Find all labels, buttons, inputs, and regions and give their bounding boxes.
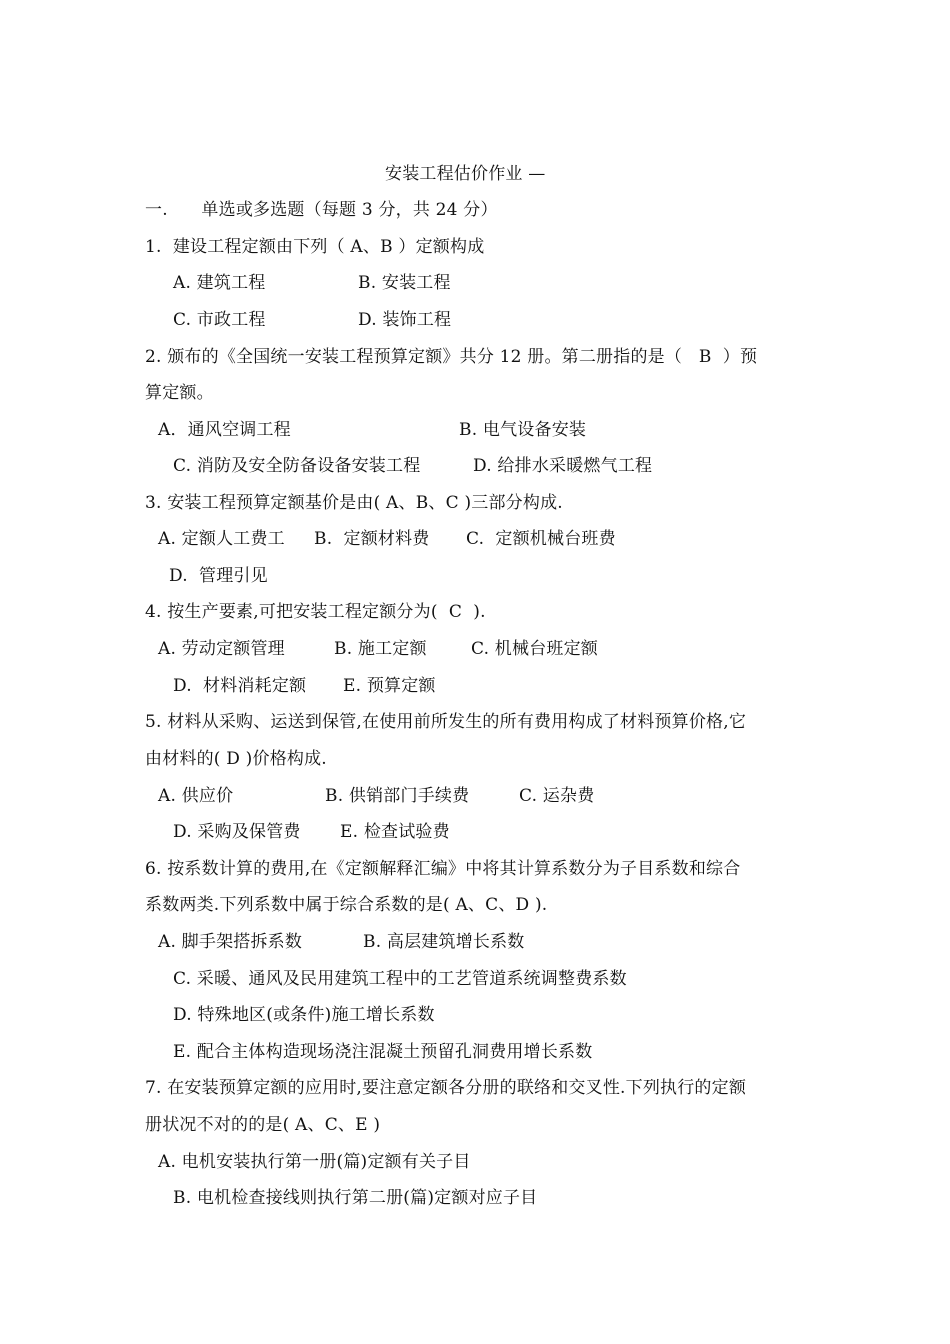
section-heading: 一. 单选或多选题（每题 3 分，共 24 分） — [145, 200, 498, 220]
q3-option-d: D. 管理引见 — [169, 566, 268, 586]
q6-option-b: B. 高层建筑增长系数 — [363, 932, 525, 952]
q3-option-c: C. 定额机械台班费 — [466, 529, 616, 549]
q4-option-d: D. 材料消耗定额 — [173, 676, 307, 696]
q1-option-b: B. 安装工程 — [358, 273, 451, 293]
q6-option-e: E. 配合主体构造现场浇注混凝土预留孔洞费用增长系数 — [173, 1042, 593, 1062]
q5-option-e: E. 检查试验费 — [340, 822, 450, 842]
question-6-stem-line-2: 系数两类.下列系数中属于综合系数的是( A、C、D ). — [145, 895, 548, 915]
q5-option-b: B. 供销部门手续费 — [325, 786, 470, 806]
question-1-stem: 1. 建设工程定额由下列（ A、B ）定额构成 — [145, 237, 485, 257]
q5-option-d: D. 采购及保管费 — [173, 822, 301, 842]
question-2-stem-line-2: 算定额。 — [145, 383, 214, 403]
q7-option-a: A. 电机安装执行第一册(篇)定额有关子目 — [158, 1152, 471, 1172]
question-6-stem-line-1: 6. 按系数计算的费用,在《定额解释汇编》中将其计算系数分为子目系数和综合 — [145, 859, 741, 879]
q1-option-c: C. 市政工程 — [173, 310, 266, 330]
q1-option-d: D. 装饰工程 — [358, 310, 452, 330]
question-5-stem-line-1: 5. 材料从采购、运送到保管,在使用前所发生的所有费用构成了材料预算价格,它 — [145, 712, 747, 732]
question-2-stem-line-1: 2. 颁布的《全国统一安装工程预算定额》共分 12 册。第二册指的是（ B ）预 — [145, 347, 758, 367]
q2-option-b: B. 电气设备安装 — [459, 420, 587, 440]
q2-option-d: D. 给排水采暖燃气工程 — [473, 456, 653, 476]
question-4-stem: 4. 按生产要素,可把安装工程定额分为( C ). — [145, 602, 486, 622]
q4-option-b: B. 施工定额 — [334, 639, 427, 659]
q2-option-a: A．通风空调工程 — [158, 420, 291, 440]
q6-option-d: D. 特殊地区(或条件)施工增长系数 — [173, 1005, 435, 1025]
q3-option-b: B. 定额材料费 — [314, 529, 430, 549]
question-3-stem: 3. 安装工程预算定额基价是由( A、B、C )三部分构成. — [145, 493, 563, 513]
q7-option-b: B. 电机检查接线则执行第二册(篇)定额对应子目 — [173, 1188, 538, 1208]
question-7-stem-line-2: 册状况不对的的是( A、C、E ) — [145, 1115, 381, 1135]
q4-option-a: A. 劳动定额管理 — [158, 639, 285, 659]
q5-option-a: A. 供应价 — [158, 786, 234, 806]
q4-option-e: E. 预算定额 — [343, 676, 436, 696]
q3-option-a: A. 定额人工费工 — [158, 529, 285, 549]
q4-option-c: C. 机械台班定额 — [471, 639, 599, 659]
q1-option-a: A. 建筑工程 — [173, 273, 266, 293]
question-5-stem-line-2: 由材料的( D )价格构成. — [145, 749, 327, 769]
q6-option-c: C. 采暖、通风及民用建筑工程中的工艺管道系统调整费系数 — [173, 969, 627, 989]
q2-option-c: C. 消防及安全防备设备安装工程 — [173, 456, 421, 476]
q6-option-a: A. 脚手架搭拆系数 — [158, 932, 303, 952]
document-title: 安装工程估价作业 — — [385, 164, 546, 184]
q5-option-c: C. 运杂费 — [519, 786, 595, 806]
question-7-stem-line-1: 7. 在安装预算定额的应用时,要注意定额各分册的联络和交叉性.下列执行的定额 — [145, 1078, 747, 1098]
